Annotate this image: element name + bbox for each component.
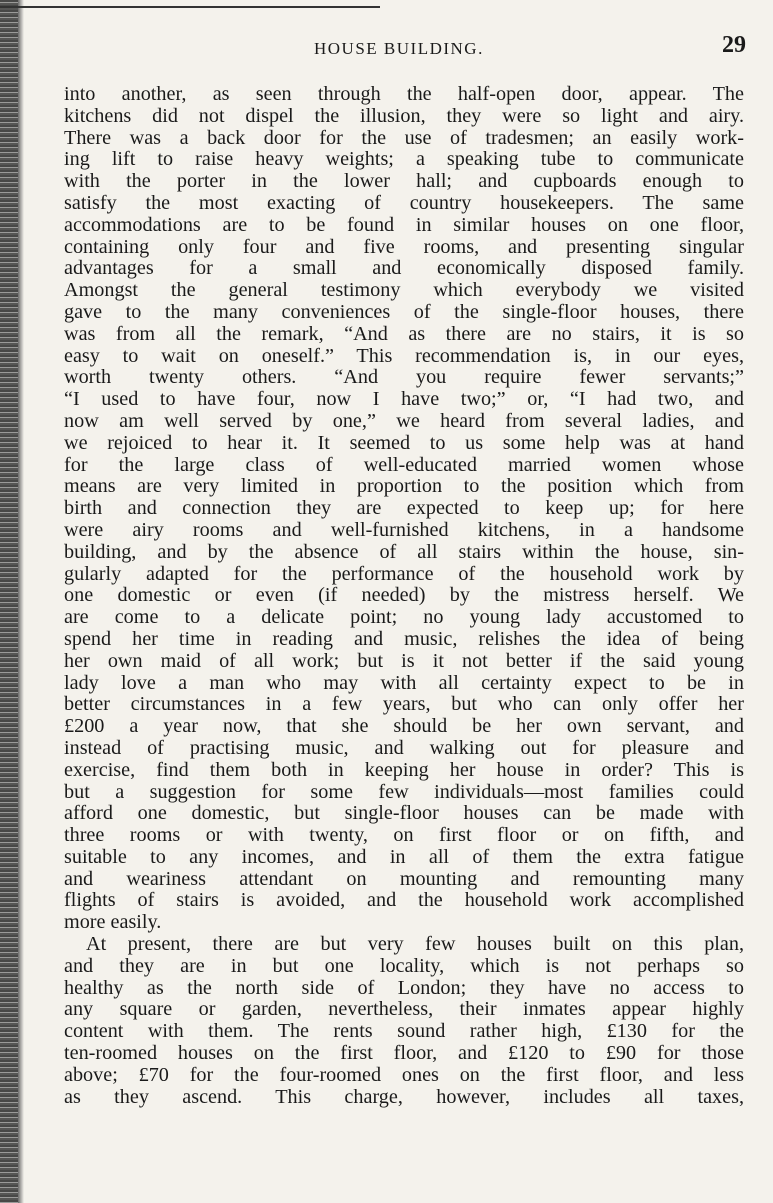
text-line: afford one domestic, but single-floor houses can be made with: [64, 802, 744, 825]
text-line: containing only four and five rooms, and presenting singular: [64, 235, 744, 258]
text-line: There was a back door for the use of tradesmen; an easily work-: [64, 126, 744, 149]
text-line: are come to a delicate point; no young lady accustomed to: [64, 606, 744, 629]
page-number: 29: [722, 32, 746, 58]
text-line: were airy rooms and well-furnished kitchens, in a handsome: [64, 518, 744, 541]
text-line: gave to the many conveniences of the single-floor houses, there: [64, 300, 744, 323]
text-line: accommodations are to be found in similar houses on one floor,: [64, 213, 744, 236]
text-line: ing lift to raise heavy weights; a speaking tube to communicate: [64, 148, 744, 171]
page-header: [66, 34, 746, 64]
running-title: HOUSE BUILDING.: [314, 39, 484, 58]
text-line: more easily.: [64, 911, 162, 934]
text-line: “I used to have four, now I have two;” or, “I had two, and: [64, 388, 744, 411]
text-line: was from all the remark, “And as there are no stairs, it is so: [64, 322, 744, 345]
text-line: instead of practising music, and walking out for pleasure and: [64, 736, 744, 759]
text-line: lady love a man who may with all certainty expect to be in: [64, 671, 744, 694]
text-line: into another, as seen through the half-open door, appear. The: [64, 83, 744, 105]
text-line: easy to wait on oneself.” This recommendation is, in our eyes,: [64, 344, 744, 367]
text-line: Amongst the general testimony which everybody we visited: [64, 279, 744, 302]
text-line: exercise, find them both in keeping her house in order? This is: [64, 758, 744, 781]
text-line: and weariness attendant on mounting and remounting many: [64, 867, 744, 890]
text-line: means are very limited in proportion to the position which from: [64, 475, 744, 498]
text-line: worth twenty others. “And you require fewer servants;”: [64, 366, 744, 389]
text-line: three rooms or with twenty, on first floor or on fifth, and: [64, 824, 744, 847]
text-line: £200 a year now, that she should be her own servant, and: [64, 715, 744, 738]
book-spine-shadow: [0, 0, 18, 1203]
text-line: birth and connection they are expected to keep up; for here: [64, 497, 744, 520]
text-line: building, and by the absence of all stairs within the house, sin-: [64, 540, 744, 563]
text-line: spend her time in reading and music, relishes the idea of being: [64, 627, 744, 650]
text-line: satisfy the most exacting of country housekeepers. The same: [64, 191, 744, 214]
text-line: At present, there are but very few houses built on this plan,: [86, 933, 744, 956]
text-line: suitable to any incomes, and in all of them the extra fatigue: [64, 845, 744, 868]
top-rule: [0, 6, 380, 8]
text-line: with the porter in the lower hall; and cupboards enough to: [64, 170, 744, 193]
text-line: flights of stairs is avoided, and the household work accomplished: [64, 889, 744, 912]
text-line: we rejoiced to hear it. It seemed to us some help was at hand: [64, 431, 744, 454]
text-line: content with them. The rents sound rather high, £130 for the: [64, 1020, 744, 1043]
text-line: better circumstances in a few years, but who can only offer her: [64, 693, 744, 716]
text-line: advantages for a small and economically disposed family.: [64, 257, 744, 280]
text-line: above; £70 for the four-roomed ones on the first floor, and less: [64, 1063, 744, 1086]
text-line: her own maid of all work; but is it not better if the said young: [64, 649, 744, 672]
text-line: as they ascend. This charge, however, includes all taxes,: [64, 1085, 744, 1108]
text-line: one domestic or even (if needed) by the mistress herself. We: [64, 584, 744, 607]
text-line: ten-roomed houses on the first floor, and £120 to £90 for those: [64, 1042, 744, 1065]
text-line: any square or garden, nevertheless, their inmates appear highly: [64, 998, 744, 1021]
text-line: healthy as the north side of London; they have no access to: [64, 976, 744, 999]
gutter-edge: [18, 0, 24, 1203]
text-line: and they are in but one locality, which is not perhaps so: [64, 954, 744, 977]
text-line: for the large class of well-educated married women whose: [64, 453, 744, 476]
body-text: [64, 84, 744, 1108]
text-line: gularly adapted for the performance of the household work by: [64, 562, 744, 585]
text-line: kitchens did not dispel the illusion, they were so light and airy.: [64, 104, 744, 127]
text-line: now am well served by one,” we heard from several ladies, and: [64, 409, 744, 432]
text-line: but a suggestion for some few individuals—most families could: [64, 780, 744, 803]
